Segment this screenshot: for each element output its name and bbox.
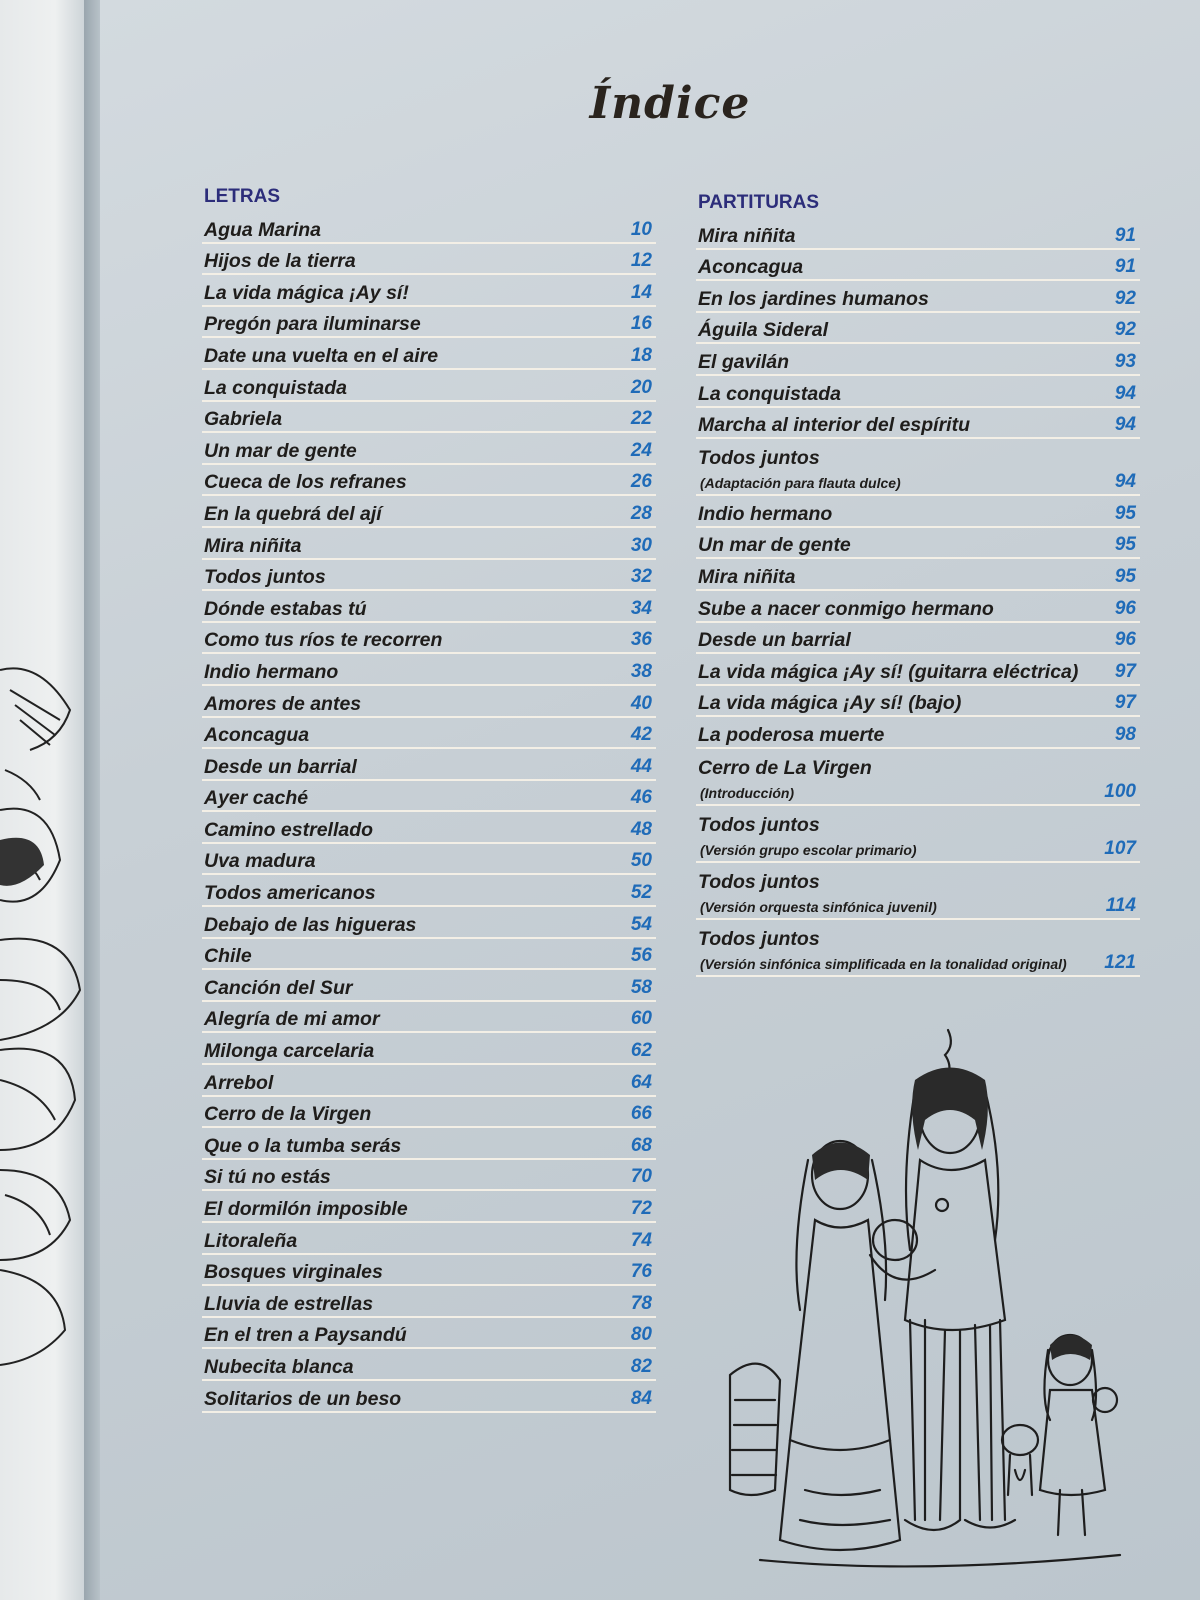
entry-page-number: 56 — [630, 945, 652, 967]
entry-page-number: 91 — [1114, 256, 1136, 278]
entry-page-number: 92 — [1114, 287, 1136, 309]
index-entry — [696, 376, 1140, 408]
index-entry — [202, 1097, 656, 1129]
entry-page-number: 93 — [1114, 350, 1136, 372]
partituras-heading: PARTITURAS — [698, 192, 820, 213]
entry-page-number: 70 — [630, 1166, 652, 1188]
index-entry — [202, 939, 656, 971]
index-entry — [202, 496, 656, 528]
entry-title: Litoraleña — [204, 1229, 298, 1252]
index-entry — [696, 591, 1140, 623]
entry-page-number: 12 — [630, 250, 652, 272]
index-entry — [696, 250, 1140, 282]
entry-subline — [698, 780, 1138, 804]
index-entry — [202, 1381, 656, 1413]
entry-page-number: 96 — [1114, 597, 1136, 619]
entry-page-number: 92 — [1114, 319, 1136, 341]
index-entry — [202, 1160, 656, 1192]
index-entry — [202, 686, 656, 718]
entry-title: Canción del Sur — [204, 976, 353, 999]
entry-title: Hijos de la tierra — [204, 250, 356, 273]
entry-title: La conquistada — [204, 376, 348, 399]
entry-page-number: 84 — [630, 1387, 652, 1409]
entry-page-number: 44 — [630, 755, 652, 777]
entry-title: Camino estrellado — [204, 818, 374, 841]
entry-page-number: 97 — [1114, 692, 1136, 714]
entry-title: En la quebrá del ají — [204, 502, 382, 525]
index-entry — [696, 313, 1140, 345]
entry-page-number: 38 — [630, 660, 652, 682]
index-entry — [202, 402, 656, 434]
entry-title: La vida mágica ¡Ay sí! — [204, 281, 409, 304]
entry-title: Mira niñita — [698, 224, 796, 247]
index-entry — [696, 749, 1140, 806]
letras-column — [202, 182, 656, 1413]
index-entry — [696, 623, 1140, 655]
index-entry — [696, 717, 1140, 749]
entry-subtitle: (Adaptación para flauta dulce) — [700, 475, 901, 492]
index-entry — [202, 781, 656, 813]
index-entry — [202, 1318, 656, 1350]
entry-page-number: 64 — [630, 1071, 652, 1093]
entry-title: La poderosa muerte — [698, 723, 885, 746]
entry-page-number: 40 — [630, 692, 652, 714]
entry-page-number: 20 — [630, 376, 652, 398]
index-entry — [202, 654, 656, 686]
entry-title: Todos juntos — [698, 870, 820, 893]
entry-title: Todos americanos — [204, 882, 376, 905]
entry-subline — [698, 837, 1138, 861]
index-entry — [202, 844, 656, 876]
entry-page-number: 18 — [630, 344, 652, 366]
entry-page-number: 94 — [1114, 414, 1136, 436]
entry-title: Mira niñita — [204, 534, 302, 557]
entry-page-number: 98 — [1114, 723, 1136, 745]
left-page — [0, 0, 92, 1600]
entry-page-number: 36 — [630, 629, 652, 651]
entry-subline — [698, 894, 1138, 918]
entry-page-number: 14 — [630, 281, 652, 303]
index-entry — [202, 1349, 656, 1381]
entry-page-number: 96 — [1114, 629, 1136, 651]
entry-title: En el tren a Paysandú — [204, 1324, 407, 1347]
entry-title: Cerro de La Virgen — [698, 756, 872, 779]
entry-title: Lluvia de estrellas — [204, 1292, 374, 1315]
entry-page-number: 95 — [1114, 534, 1136, 556]
entry-page-number: 95 — [1114, 565, 1136, 587]
entry-title: Milonga carcelaria — [204, 1040, 375, 1063]
entry-title: Gabriela — [204, 408, 283, 431]
wing-drawing-icon — [0, 650, 84, 1370]
index-entry — [696, 806, 1140, 863]
entry-subtitle: (Introducción) — [700, 784, 795, 801]
index-entry — [696, 408, 1140, 440]
entry-title: Ayer caché — [204, 787, 309, 810]
entry-title: Como tus ríos te recorren — [204, 629, 443, 652]
entry-page-number: 46 — [630, 787, 652, 809]
index-entry — [202, 875, 656, 907]
index-entry — [202, 1033, 656, 1065]
entry-title: Mira niñita — [698, 565, 796, 588]
entry-title: Indio hermano — [204, 660, 339, 683]
entry-subline — [698, 470, 1138, 494]
entry-page-number: 100 — [1104, 780, 1136, 802]
index-entry — [202, 1128, 656, 1160]
entry-title: Pregón para iluminarse — [204, 313, 421, 336]
entry-page-number: 16 — [630, 313, 652, 335]
entry-page-number: 82 — [630, 1355, 652, 1377]
index-entry — [202, 1065, 656, 1097]
index-entry — [202, 718, 656, 750]
index-entry — [202, 465, 656, 497]
entry-title: En los jardines humanos — [698, 287, 929, 310]
index-entry — [202, 528, 656, 560]
entry-page-number: 30 — [630, 534, 652, 556]
entry-title: Alegría de mi amor — [204, 1008, 380, 1031]
entry-title: Desde un barrial — [204, 755, 357, 778]
index-entry — [696, 439, 1140, 496]
entry-page-number: 76 — [630, 1261, 652, 1283]
index-entry — [202, 623, 656, 655]
entry-page-number: 114 — [1105, 894, 1136, 916]
entry-subtitle: (Versión sinfónica simplificada en la tonalidad original) — [700, 955, 1067, 972]
family-illustration-icon — [720, 1020, 1150, 1580]
entry-subtitle: (Versión orquesta sinfónica juvenil) — [700, 898, 937, 915]
entry-title: Todos juntos — [698, 447, 820, 470]
entry-title: Solitarios de un beso — [204, 1387, 402, 1410]
entry-page-number: 78 — [630, 1292, 652, 1314]
entry-page-number: 50 — [630, 850, 652, 872]
entry-page-number: 91 — [1114, 224, 1136, 246]
index-entry — [202, 749, 656, 781]
entry-title: Cerro de la Virgen — [204, 1103, 372, 1126]
entry-title: El gavilán — [698, 350, 790, 373]
index-entry — [202, 970, 656, 1002]
entry-page-number: 94 — [1114, 471, 1136, 493]
entry-title: Un mar de gente — [698, 534, 851, 557]
index-entry — [202, 591, 656, 623]
index-entry — [696, 559, 1140, 591]
entry-subtitle: (Versión grupo escolar primario) — [700, 841, 917, 858]
entry-page-number: 34 — [630, 597, 652, 619]
entry-page-number: 66 — [630, 1103, 652, 1125]
index-entry — [696, 496, 1140, 528]
index-entry — [696, 686, 1140, 718]
index-entry — [202, 433, 656, 465]
index-entry — [696, 344, 1140, 376]
entry-page-number: 62 — [630, 1040, 652, 1062]
index-entry — [202, 212, 656, 244]
entry-title: Date una vuelta en el aire — [204, 344, 439, 367]
entry-title: Debajo de las higueras — [204, 913, 417, 936]
entry-title: Amores de antes — [204, 692, 362, 715]
index-entry — [202, 560, 656, 592]
entry-title: Uva madura — [204, 850, 316, 873]
index-entry — [696, 281, 1140, 313]
index-entry — [696, 654, 1140, 686]
entry-page-number: 58 — [630, 976, 652, 998]
entry-title: La vida mágica ¡Ay sí! (guitarra eléctrica) — [698, 660, 1079, 683]
index-entry — [202, 1223, 656, 1255]
entry-page-number: 28 — [630, 502, 652, 524]
index-entry — [202, 907, 656, 939]
index-entry — [202, 370, 656, 402]
entry-page-number: 80 — [630, 1324, 652, 1346]
entry-title: Indio hermano — [698, 502, 833, 525]
entry-title: Dónde estabas tú — [204, 597, 367, 620]
entry-title: Si tú no estás — [204, 1166, 331, 1189]
entry-title: Marcha al interior del espíritu — [698, 414, 970, 437]
index-entry — [696, 863, 1140, 920]
entry-page-number: 97 — [1114, 660, 1136, 682]
entry-title: El dormilón imposible — [204, 1198, 408, 1220]
letras-heading: LETRAS — [204, 186, 280, 207]
index-entry — [202, 338, 656, 370]
entry-page-number: 26 — [630, 471, 652, 493]
entry-page-number: 68 — [630, 1134, 652, 1156]
entry-title: Todos juntos — [698, 813, 820, 836]
entry-title: Desde un barrial — [698, 629, 851, 652]
entry-title: Todos juntos — [698, 927, 820, 950]
entry-page-number: 22 — [630, 408, 652, 430]
entry-title: Bosques virginales — [204, 1261, 383, 1284]
entry-title: Sube a nacer conmigo hermano — [698, 597, 994, 620]
entry-title: Que o la tumba serás — [204, 1134, 402, 1157]
entry-title: Todos juntos — [204, 566, 326, 589]
entry-title: La vida mágica ¡Ay sí! (bajo) — [698, 692, 962, 715]
index-entry — [202, 275, 656, 307]
entry-page-number: 121 — [1104, 951, 1136, 973]
entry-page-number: 95 — [1114, 502, 1136, 524]
entry-title: Nubecita blanca — [204, 1355, 354, 1378]
index-entry — [696, 920, 1140, 977]
letras-list — [202, 212, 656, 1413]
page-title: Índice — [589, 78, 751, 129]
entry-title: Aconcagua — [698, 256, 804, 279]
entry-page-number: 107 — [1104, 837, 1136, 859]
entry-title: Agua Marina — [204, 218, 322, 241]
partituras-list — [696, 218, 1140, 977]
entry-page-number: 10 — [630, 218, 652, 240]
entry-page-number: 60 — [630, 1008, 652, 1030]
entry-subline — [698, 951, 1138, 975]
index-entry — [202, 1191, 656, 1223]
index-entry — [202, 244, 656, 276]
entry-page-number: 24 — [630, 439, 652, 461]
entry-title: Un mar de gente — [204, 439, 357, 462]
index-entry — [202, 1255, 656, 1287]
index-entry — [202, 812, 656, 844]
entry-title: La conquistada — [698, 382, 842, 405]
entry-page-number: 52 — [630, 882, 652, 904]
index-entry — [696, 528, 1140, 560]
entry-title: Arrebol — [204, 1071, 274, 1094]
partituras-column — [696, 188, 1140, 977]
entry-page-number: 94 — [1114, 382, 1136, 404]
index-entry — [696, 218, 1140, 250]
entry-page-number: 74 — [630, 1229, 652, 1251]
index-entry — [202, 1002, 656, 1034]
entry-title: Aconcagua — [204, 724, 310, 747]
entry-page-number: 48 — [630, 818, 652, 840]
entry-page-number: 72 — [630, 1198, 652, 1219]
entry-title: Chile — [204, 945, 252, 968]
entry-page-number: 54 — [630, 913, 652, 935]
index-entry — [202, 307, 656, 339]
index-entry — [202, 1286, 656, 1318]
entry-title: Cueca de los refranes — [204, 471, 407, 494]
entry-page-number: 42 — [630, 724, 652, 746]
entry-title: Águila Sideral — [698, 319, 829, 342]
entry-page-number: 32 — [630, 566, 652, 588]
